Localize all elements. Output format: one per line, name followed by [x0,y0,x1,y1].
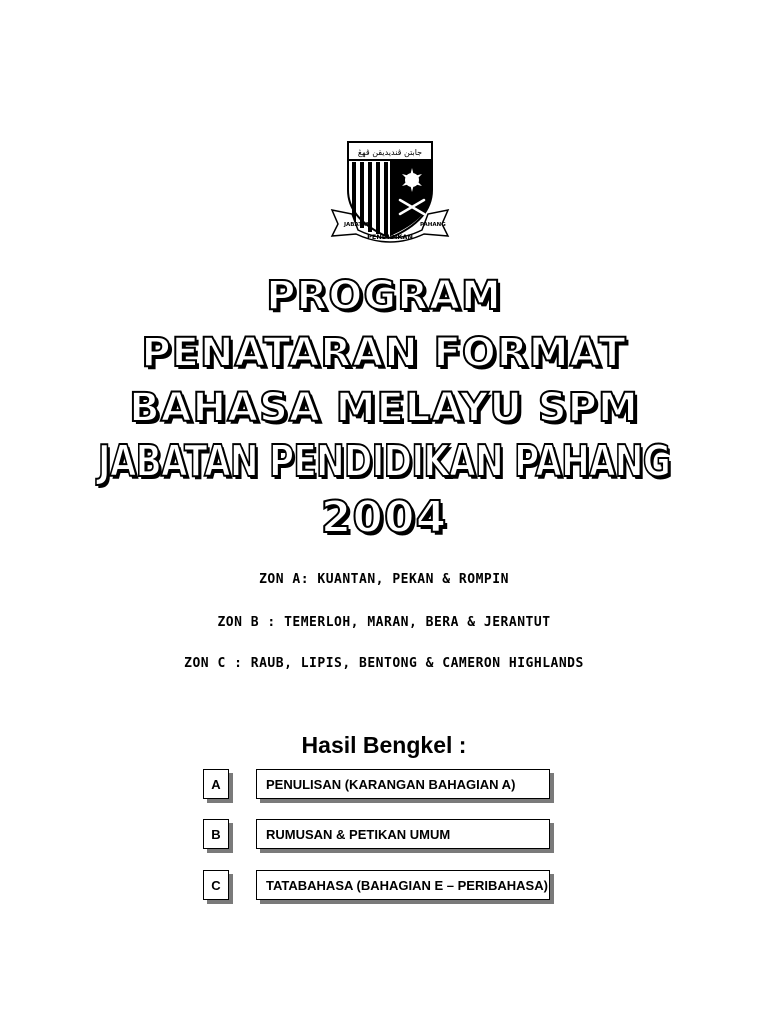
item-b-letter-box: B [203,819,229,849]
title-line-year: 2004 [320,492,448,543]
svg-text:PENDIDIKAN: PENDIDIKAN [367,233,413,241]
title-line-jabatan: JABATAN PENDIDIKAN PAHANG [97,436,671,487]
workshop-heading: Hasil Bengkel : [301,732,467,758]
svg-text:جابتن ڤنديديقن ڤهڠ: جابتن ڤنديديقن ڤهڠ [357,148,423,157]
zone-c-text: ZON C : RAUB, LIPIS, BENTONG & CAMERON HIGHLANDS [184,656,584,671]
item-a-letter-box: A [203,769,229,799]
title-line-program: PROGRAM [266,273,502,319]
item-c-letter-box: C [203,870,229,900]
item-c-label-box: TATABAHASA (BAHAGIAN E – PERIBAHASA) [256,870,550,900]
svg-text:PAHANG: PAHANG [420,222,446,228]
item-b-label-box: RUMUSAN & PETIKAN UMUM [256,819,550,849]
svg-text:JABATAN: JABATAN [344,222,371,228]
jabatan-pendidikan-crest [330,138,450,246]
title-line-penataran: PENATARAN FORMAT [141,330,627,376]
zone-b-text: ZON B : TEMERLOH, MARAN, BERA & JERANTUT [217,615,551,630]
item-a-label-box: PENULISAN (KARANGAN BAHAGIAN A) [256,769,550,799]
zone-a-text: ZON A: KUANTAN, PEKAN & ROMPIN [259,572,509,587]
title-line-bahasa: BAHASA MELAYU SPM [129,385,639,431]
